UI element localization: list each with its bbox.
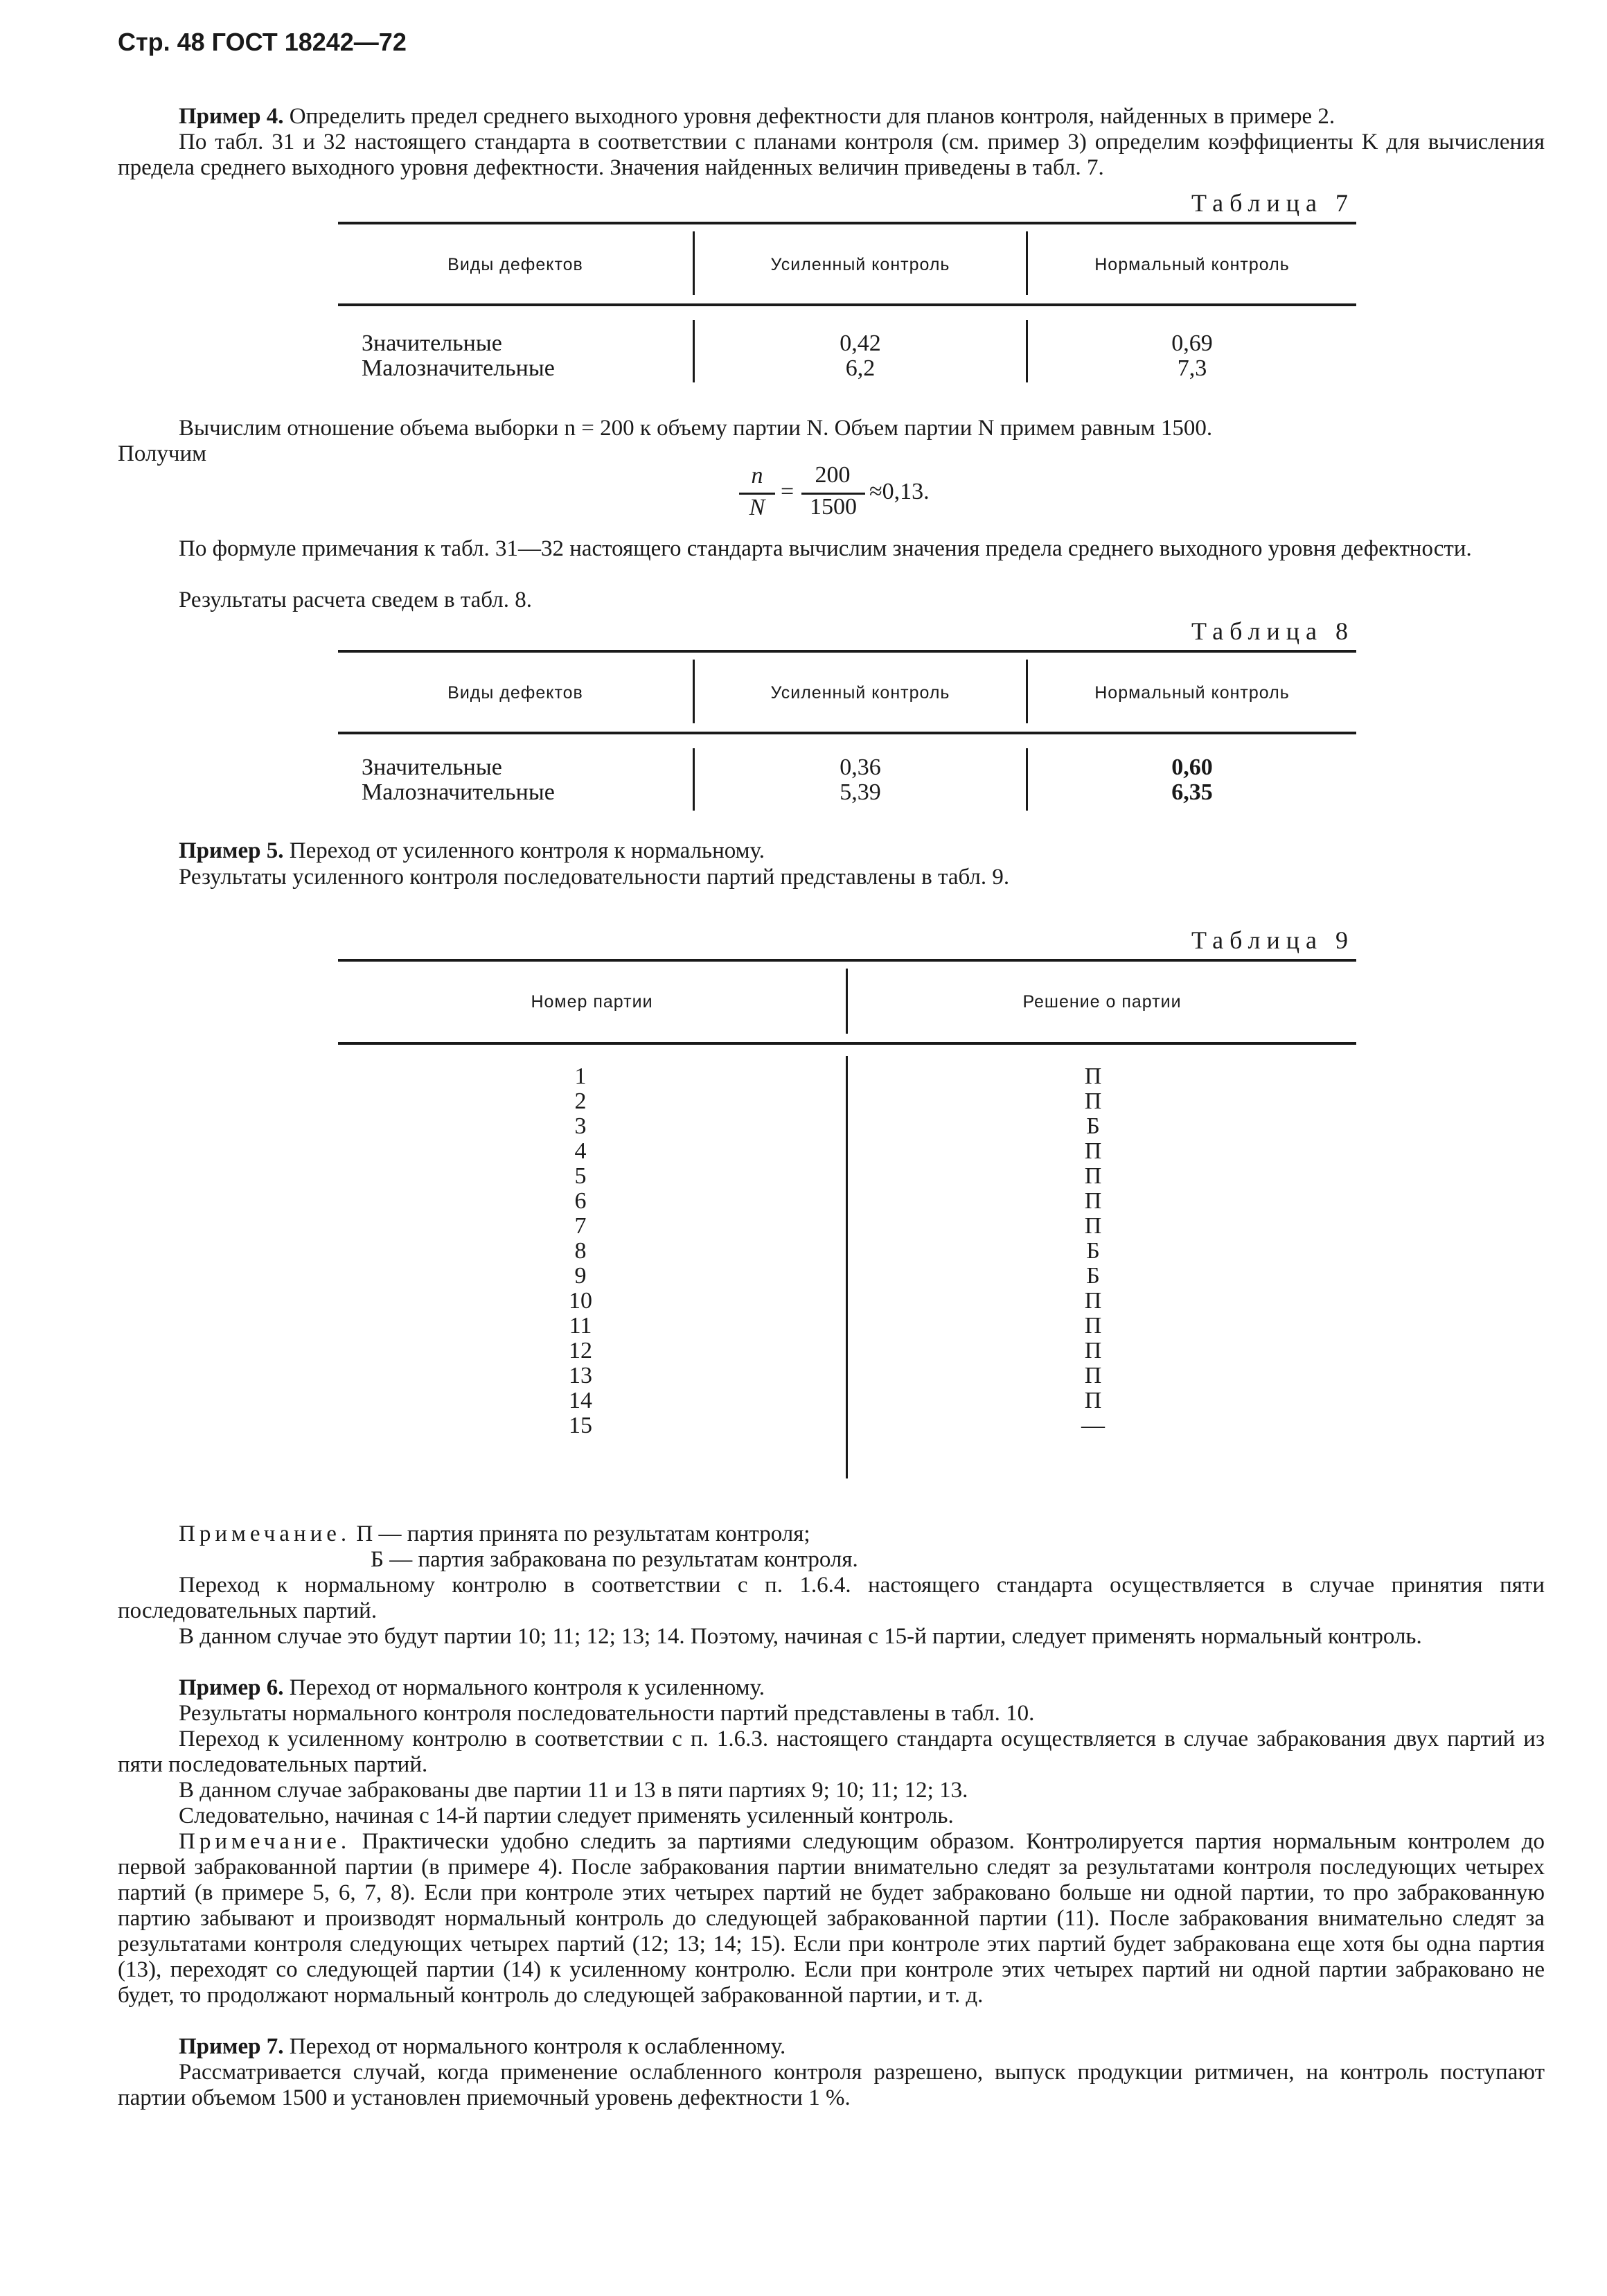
- example6-label: Пример 6.: [179, 1675, 284, 1700]
- table9-decision-cell: П: [1084, 1288, 1102, 1314]
- table9-number-column: [546, 1064, 615, 1438]
- example4-label: Пример 4.: [179, 104, 284, 129]
- note2-paragraph: [118, 1829, 1545, 2008]
- table9-decision-cell: Б: [1086, 1238, 1100, 1264]
- table9-number-cell: 8: [574, 1238, 587, 1264]
- example7-text: Переход от нормального контроля к ослабленному.: [289, 2034, 786, 2059]
- table9-header-rule: [338, 1042, 1356, 1045]
- table8-row2-type: Малозначительные: [362, 779, 555, 805]
- table9-decision-cell: Б: [1086, 1113, 1100, 1139]
- table8-header-normal: Нормальный контроль: [1094, 683, 1290, 703]
- table9-decision-cell: П: [1084, 1388, 1102, 1413]
- table8-row2-tightened: 5,39: [840, 779, 881, 805]
- note2-label: Примечание.: [179, 1829, 351, 1854]
- note1-line2: Б — партия забракована по результатам контроля.: [371, 1547, 858, 1572]
- calc-paragraph2: Получим: [118, 441, 207, 466]
- table9-number-cell: 7: [574, 1213, 587, 1239]
- table9-number-cell: 15: [569, 1413, 592, 1438]
- table9-number-cell: 5: [574, 1163, 587, 1189]
- note1-label: Примечание.: [179, 1521, 351, 1546]
- table8-caption: Таблица 8: [1191, 617, 1354, 645]
- formula-result: ≈0,13.: [869, 479, 930, 504]
- table8-row1-type: Значительные: [362, 754, 502, 780]
- calc-paragraph3: По формуле примечания к табл. 31—32 настоящего стандарта вычислим значения предела среднего выходного уровня дефектности.: [179, 536, 1472, 561]
- page-header: Стр. 48 ГОСТ 18242—72: [118, 28, 407, 56]
- example6-paragraph: [118, 1675, 1545, 1701]
- table9-number-cell: 11: [569, 1313, 592, 1339]
- table8-row1-normal: 0,60: [1171, 754, 1213, 780]
- table7-row1-type: Значительные: [362, 330, 502, 356]
- table8-header-type: Виды дефектов: [447, 683, 583, 703]
- table9: [338, 959, 1356, 1485]
- table7-top-rule: [338, 222, 1356, 224]
- table8-header-rule: [338, 732, 1356, 734]
- example4-text1: Определить предел среднего выходного уровня дефектности для планов контроля, найденных в примере 2.: [289, 104, 1335, 129]
- table9-header-decision: Решение о партии: [1022, 992, 1182, 1012]
- table7-row2-tightened: 6,2: [845, 355, 876, 381]
- after-paragraph7: Рассматривается случай, когда применение ослабленного контроля разрешено, выпуск продукции ритмичен, на контроль поступают партии объемом 1500 и установлен приемочный уровень дефектности 1 %.: [118, 2060, 1545, 2110]
- table9-number-cell: 1: [574, 1063, 587, 1089]
- table9-top-rule: [338, 959, 1356, 962]
- after-paragraph1: Переход к нормальному контролю в соответствии с п. 1.6.4. настоящего стандарта осуществляется в случае принятия пяти последовательных партий.: [118, 1573, 1545, 1623]
- note2-text: Практически удобно следить за партиями следующим образом. Контролируется партия нормальным контролем до первой забракованной партии (в примере 4). После забракования партии внимательно следят за результатами контроля последующих четырех партий (в примере 5, 6, 7, 8). Если при контроле этих четырех партий не будет забраковано больше ни одной партии, то про забракованную партию забывают и производят нормальный контроль до следующей забракованной партии (11). После забракования внимательно следят за результатами контроля следующих четырех партий (12; 13; 14; 15). Если при контроле этих партий будет забракована еще хотя бы одна партия (13), переходят со следующей партии (14) к усиленному контролю. Если при контроле этих четырех партий ни одной партии забраковано не будет, то продолжают нормальный контроль до следующей забракованной партии, и т. д.: [118, 1829, 1545, 2008]
- table9-decision-cell: П: [1084, 1088, 1102, 1114]
- table9-decision-cell: П: [1084, 1213, 1102, 1239]
- table9-number-cell: 10: [569, 1288, 592, 1314]
- table8-row1-tightened: 0,36: [840, 754, 881, 780]
- table7-row2-type: Малозначительные: [362, 355, 555, 381]
- table8: [338, 650, 1356, 816]
- table9-decision-cell: —: [1081, 1413, 1105, 1438]
- formula-lhs-num: n: [751, 463, 763, 488]
- table7: [338, 222, 1356, 388]
- formula-lhs-den: N: [749, 495, 765, 520]
- example6-text: Переход от нормального контроля к усиленному.: [289, 1675, 765, 1700]
- after-paragraph5: В данном случае забракованы две партии 11 и 13 в пяти партиях 9; 10; 11; 12; 13.: [179, 1778, 968, 1803]
- table9-decision-cell: П: [1084, 1138, 1102, 1164]
- table7-header-type: Виды дефектов: [447, 255, 583, 274]
- table9-number-cell: 2: [574, 1088, 587, 1114]
- table9-number-cell: 9: [574, 1263, 587, 1289]
- table9-vline-b: [846, 1056, 848, 1478]
- example5-paragraph: [118, 838, 1545, 864]
- example5-text1: Переход от усиленного контроля к нормальному.: [289, 838, 765, 863]
- example5-label: Пример 5.: [179, 838, 284, 863]
- example5-paragraph2: Результаты усиленного контроля последовательности партий представлены в табл. 9.: [179, 865, 1010, 890]
- table9-decision-cell: П: [1084, 1063, 1102, 1089]
- formula-eq: =: [781, 479, 794, 504]
- table9-decision-cell: П: [1084, 1363, 1102, 1388]
- table8-top-rule: [338, 650, 1356, 653]
- table9-decision-cell: Б: [1086, 1263, 1100, 1289]
- example7-paragraph: [118, 2034, 1545, 2060]
- example4-paragraph: [118, 104, 1545, 130]
- table7-header-tightened: Усиленный контроль: [770, 255, 950, 274]
- table8-header-tightened: Усиленный контроль: [770, 683, 950, 703]
- table9-caption: Таблица 9: [1191, 926, 1354, 954]
- table7-header-normal: Нормальный контроль: [1094, 255, 1290, 274]
- table7-caption: Таблица 7: [1191, 189, 1354, 217]
- table7-row2-normal: 7,3: [1177, 355, 1207, 381]
- table7-row1-tightened: 0,42: [840, 330, 881, 356]
- formula-rhs-den: 1500: [810, 494, 857, 520]
- calc-paragraph1: Вычислим отношение объема выборки n = 200 к объему партии N. Объем партии N примем равным 1500.: [179, 416, 1213, 441]
- table8-row2-normal: 6,35: [1171, 779, 1213, 805]
- formula: [738, 463, 1001, 527]
- table9-number-cell: 6: [574, 1188, 587, 1214]
- table9-decision-cell: П: [1084, 1188, 1102, 1214]
- table9-decision-column: [1051, 1064, 1135, 1438]
- table7-header-rule: [338, 303, 1356, 306]
- table9-decision-cell: П: [1084, 1163, 1102, 1189]
- example4-paragraph2: По табл. 31 и 32 настоящего стандарта в соответствии с планами контроля (см. пример 3) определим коэффициенты K для вычисления предела среднего выходного уровня дефектности. Значения найденных величин приведены в табл. 7.: [118, 130, 1545, 180]
- formula-rhs-num: 200: [815, 462, 851, 488]
- table9-number-cell: 13: [569, 1363, 592, 1388]
- table9-number-cell: 14: [569, 1388, 592, 1413]
- table9-decision-cell: П: [1084, 1313, 1102, 1339]
- example7-label: Пример 7.: [179, 2034, 284, 2059]
- table9-number-cell: 12: [569, 1338, 592, 1363]
- calc-paragraph4: Результаты расчета сведем в табл. 8.: [179, 588, 532, 612]
- table9-decision-cell: П: [1084, 1338, 1102, 1363]
- after-paragraph6: Следовательно, начиная с 14-й партии следует применять усиленный контроль.: [179, 1803, 954, 1828]
- note1-text1: П — партия принята по результатам контроля;: [356, 1521, 810, 1546]
- table9-header-number: Номер партии: [531, 992, 653, 1012]
- after-paragraph4: Переход к усиленному контролю в соответствии с п. 1.6.3. настоящего стандарта осуществляется в случае забракования двух партий из пяти последовательных партий.: [118, 1727, 1545, 1777]
- table7-row1-normal: 0,69: [1171, 330, 1213, 356]
- note1-line1: [118, 1521, 1545, 1547]
- after-paragraph3: Результаты нормального контроля последовательности партий представлены в табл. 10.: [179, 1701, 1035, 1726]
- table9-number-cell: 3: [574, 1113, 587, 1139]
- table9-number-cell: 4: [574, 1138, 587, 1164]
- after-paragraph2: В данном случае это будут партии 10; 11; 12; 13; 14. Поэтому, начиная с 15-й партии, следует применять нормальный контроль.: [179, 1624, 1422, 1649]
